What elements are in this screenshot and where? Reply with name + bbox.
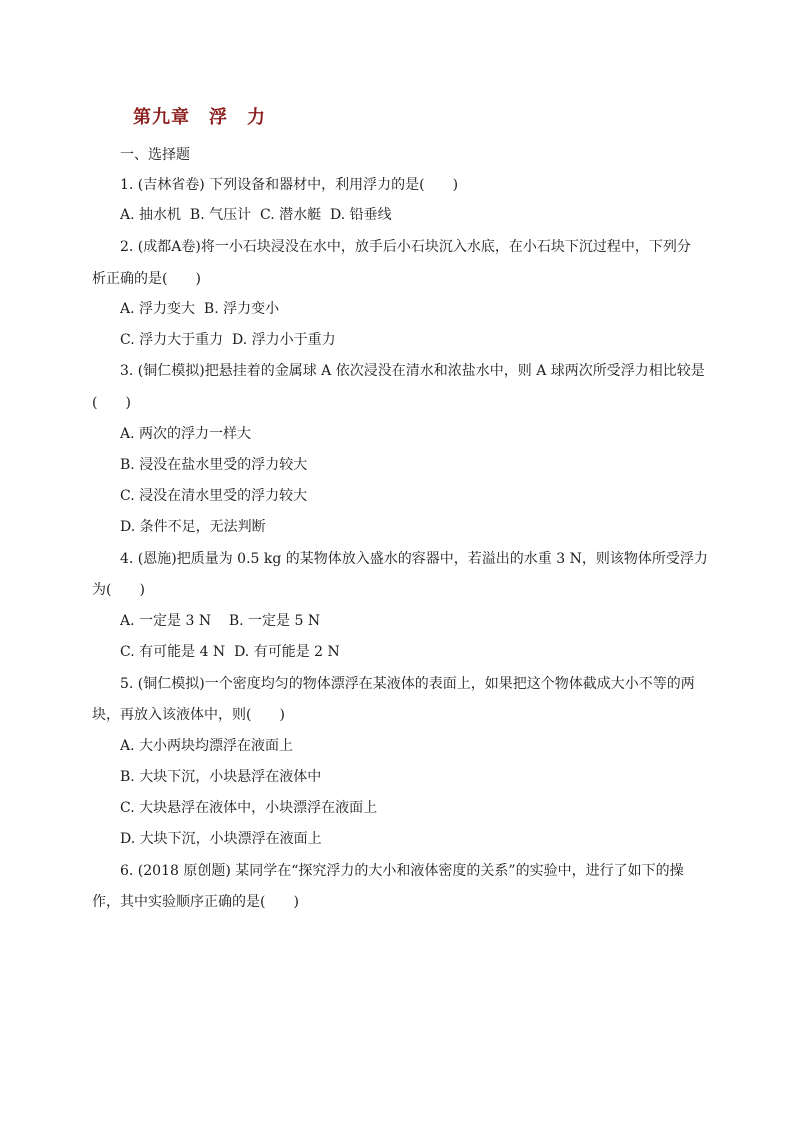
question-3-stem: 3. (铜仁模拟)把悬挂着的金属球 A 依次浸没在清水和浓盐水中，则 A 球两次所受浮力相比较是 <box>120 363 705 379</box>
question-3-option-d: D. 条件不足，无法判断 <box>120 519 266 535</box>
question-3-option-c: C. 浸没在清水里受的浮力较大 <box>120 488 308 504</box>
question-5-stem: 5. (铜仁模拟)一个密度均匀的物体漂浮在某液体的表面上，如果把这个物体截成大小不等的两 <box>120 676 695 692</box>
question-5-option-c: C. 大块悬浮在液体中，小块漂浮在液面上 <box>120 800 378 816</box>
question-1-options: A. 抽水机 B. 气压计 C. 潜水艇 D. 铅垂线 <box>120 207 392 223</box>
question-2-stem-cont: 析正确的是( ) <box>92 271 201 287</box>
question-6-stem: 6. (2018 原创题) 某同学在“探究浮力的大小和液体密度的关系”的实验中，进行了如下的操 <box>120 863 684 879</box>
question-6-stem-cont: 作，其中实验顺序正确的是( ) <box>92 894 299 910</box>
question-1-stem: 1. (吉林省卷) 下列设备和器材中，利用浮力的是( ) <box>120 177 459 193</box>
question-5-option-a: A. 大小两块均漂浮在液面上 <box>120 738 294 754</box>
question-2-options-row-2: C. 浮力大于重力 D. 浮力小于重力 <box>120 332 336 348</box>
question-2-stem: 2. (成都A卷)将一小石块浸没在水中，放手后小石块沉入水底，在小石块下沉过程中，下列分 <box>120 239 691 255</box>
question-3-option-a: A. 两次的浮力一样大 <box>120 426 252 442</box>
question-5-stem-cont: 块，再放入该液体中，则( ) <box>92 707 285 723</box>
question-4-options-row-2: C. 有可能是 4 N D. 有可能是 2 N <box>120 644 340 660</box>
question-2-options-row-1: A. 浮力变大 B. 浮力变小 <box>120 301 280 317</box>
question-4-stem: 4. (恩施)把质量为 0.5 kg 的某物体放入盛水的容器中，若溢出的水重 3 N，则该物体所受浮力 <box>120 551 708 567</box>
section-heading: 一、选择题 <box>120 147 190 163</box>
question-3-stem-cont: ( ) <box>92 395 131 411</box>
question-5-option-b: B. 大块下沉，小块悬浮在液体中 <box>120 769 322 785</box>
chapter-title: 第九章 浮 力 <box>133 107 266 128</box>
question-4-stem-cont: 为( ) <box>92 582 145 598</box>
question-5-option-d: D. 大块下沉，小块漂浮在液面上 <box>120 831 322 847</box>
question-3-option-b: B. 浸没在盐水里受的浮力较大 <box>120 457 308 473</box>
question-4-options-row-1: A. 一定是 3 N B. 一定是 5 N <box>120 613 321 629</box>
